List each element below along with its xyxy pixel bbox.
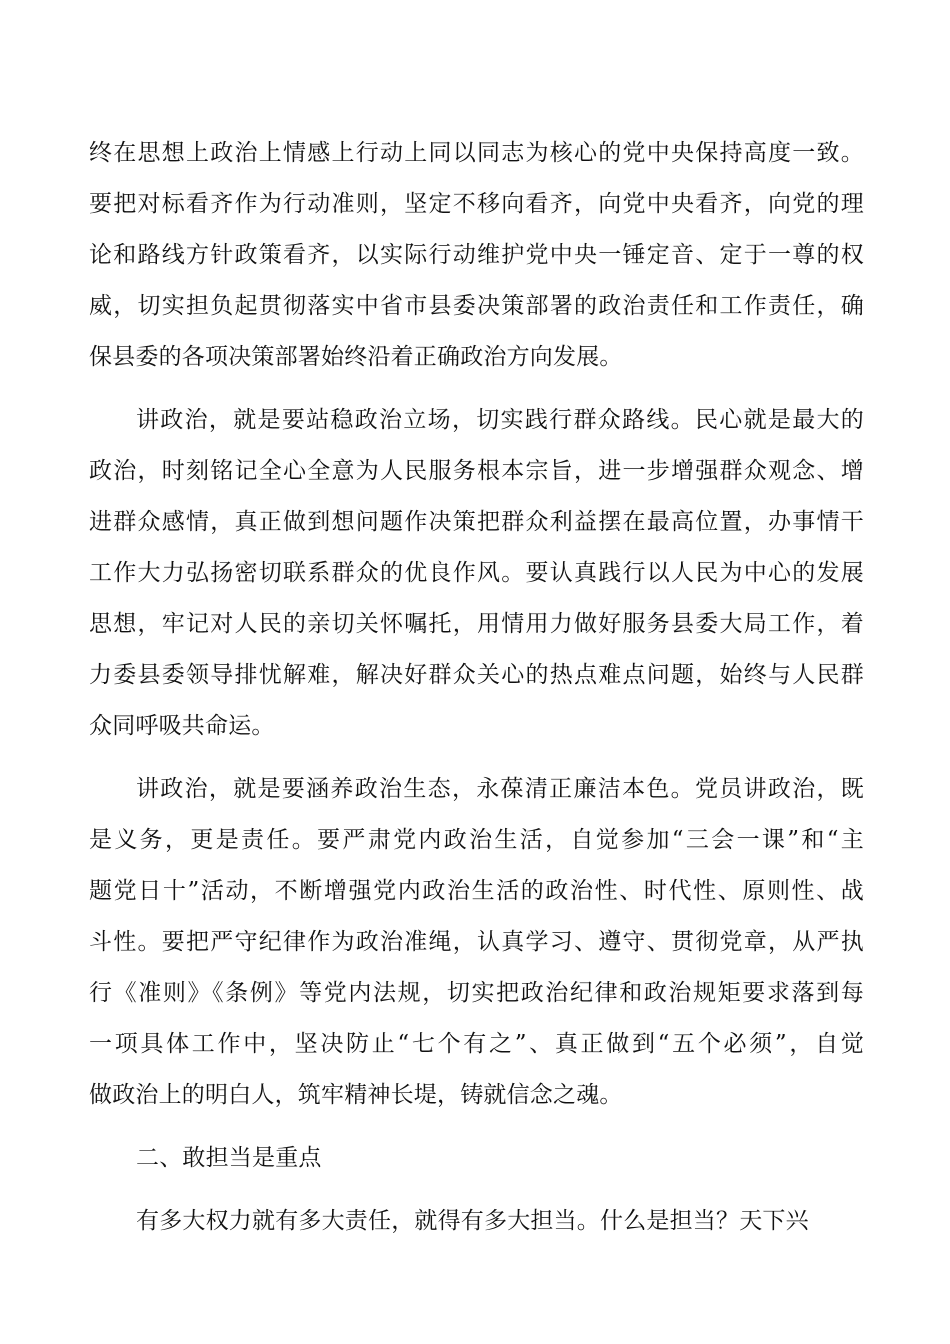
paragraph-gap: [89, 383, 864, 395]
text-line: 威，切实担负起贯彻落实中省市县委决策部署的政治责任和工作责任，确: [89, 293, 864, 319]
text-line: 思想，牢记对人民的亲切关怀嘱托，用情用力做好服务县委大局工作，着: [89, 611, 864, 637]
text-line: 终在思想上政治上情感上行动上同以同志为核心的党中央保持高度一致。: [89, 140, 864, 166]
text-line: 斗性。要把严守纪律作为政治准绳，认真学习、遵守、贯彻党章，从严执: [89, 929, 864, 955]
text-line: 论和路线方针政策看齐，以实际行动维护党中央一锤定音、定于一尊的权: [89, 242, 864, 268]
text-line: 讲政治，就是要涵养政治生态，永葆清正廉洁本色。党员讲政治，既: [136, 776, 864, 802]
text-line: 讲政治，就是要站稳政治立场，切实践行群众路线。民心就是最大的: [136, 407, 864, 433]
document-body: [89, 128, 864, 1247]
paragraph-gap: [89, 752, 864, 764]
text-line: 政治，时刻铭记全心全意为人民服务根本宗旨，进一步增强群众观念、增: [89, 458, 864, 484]
paragraph-p3: [89, 764, 864, 1121]
paragraph-gap: [89, 1184, 864, 1196]
paragraph-p4: [89, 1133, 864, 1184]
text-line: 是义务，更是责任。要严肃党内政治生活，自觉参加“三会一课”和“主: [89, 827, 864, 853]
text-line: 力委县委领导排忧解难，解决好群众关心的热点难点问题，始终与人民群: [89, 662, 864, 688]
paragraph-gap: [89, 1121, 864, 1133]
text-line: 工作大力弘扬密切联系群众的优良作风。要认真践行以人民为中心的发展: [89, 560, 864, 586]
text-line: 行《准则》《条例》等党内法规，切实把政治纪律和政治规矩要求落到每: [89, 980, 864, 1006]
text-line: 二、敢担当是重点: [136, 1145, 322, 1171]
paragraph-p5: [89, 1196, 864, 1247]
text-line: 一项具体工作中，坚决防止“七个有之”、真正做到“五个必须”，自觉: [89, 1031, 864, 1057]
text-line: 保县委的各项决策部署始终沿着正确政治方向发展。: [89, 344, 623, 370]
text-line: 进群众感情，真正做到想问题作决策把群众利益摆在最高位置，办事情干: [89, 509, 864, 535]
text-line: 要把对标看齐作为行动准则，坚定不移向看齐，向党中央看齐，向党的理: [89, 191, 864, 217]
text-line: 做政治上的明白人，筑牢精神长堤，铸就信念之魂。: [89, 1082, 623, 1108]
text-line: 有多大权力就有多大责任，就得有多大担当。什么是担当？天下兴: [136, 1208, 809, 1234]
text-line: 题党日十”活动，不断增强党内政治生活的政治性、时代性、原则性、战: [89, 878, 864, 904]
text-line: 众同呼吸共命运。: [89, 713, 275, 739]
paragraph-p2: [89, 395, 864, 752]
paragraph-p1: [89, 128, 864, 383]
